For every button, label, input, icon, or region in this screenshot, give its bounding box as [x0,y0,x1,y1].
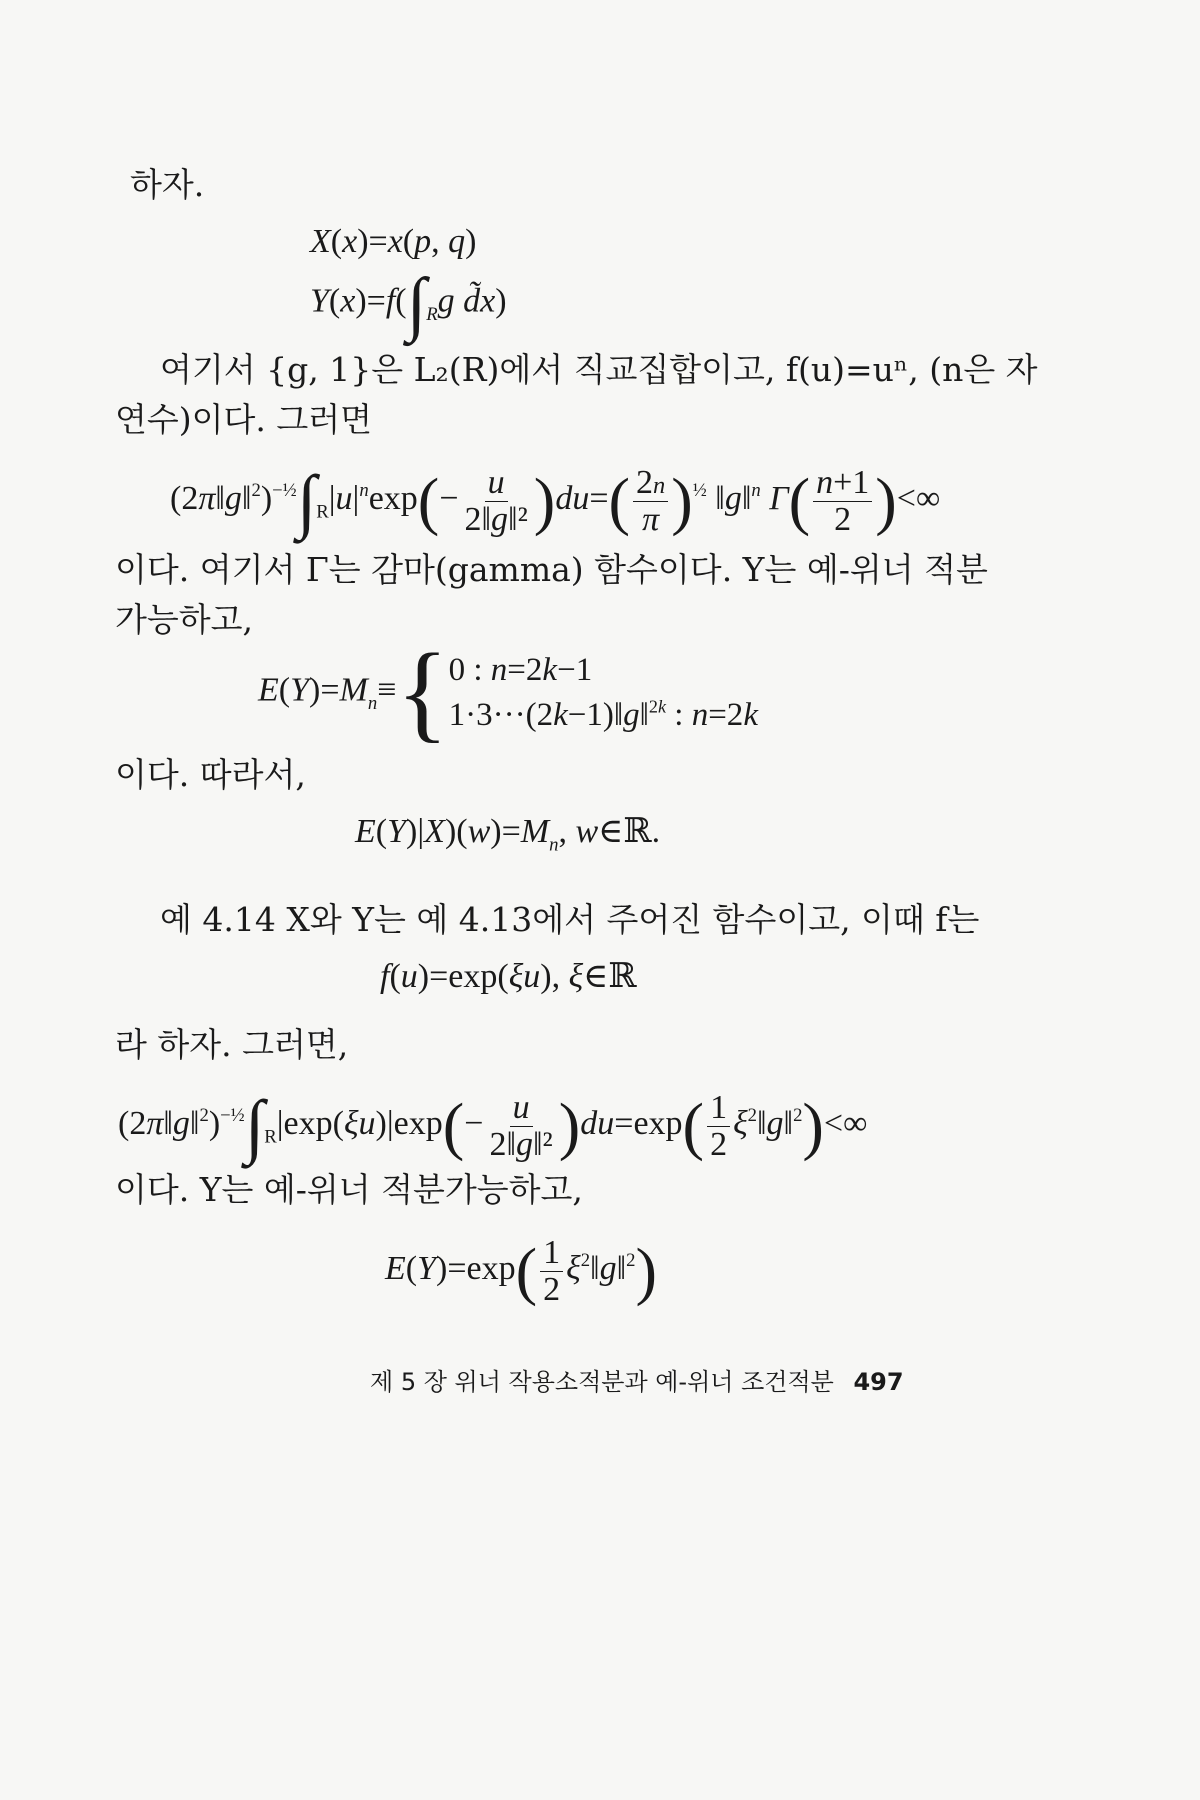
equation-2: $Y(x)=f(\int_Rg$ d̃x) [310,264,507,343]
text-line-1: 하자. [130,165,205,204]
equation-7: $(2\pi‖g‖^2)^{-\frac{1}{2}}\int_R|\exp(\xi u)|\exp(-$ $\frac{u}{\text{2‖g‖²}}$ )du=exp( $\frac{1}{2}$ $\xi^2‖g‖^2)<\infty$ [118,1086,868,1166]
text-line-3b: 가능하고, [115,600,254,639]
equation-3: $(2\pi‖g‖^2)^{-\frac{1}{2}}\int_R|u|^n\exp(-$ $\frac{u}{\text{2‖g‖²}}$ )du=( $\frac{2n}{\pi}$ )$^{\frac{1}{2}}$ ‖g‖$^n$ Γ( $\frac{n+1}{2}$ )<∞ [170,461,941,541]
text-line-7: 이다. Y는 예-위너 적분가능하고, [115,1170,583,1209]
text-line-2b: 연수)이다. 그러면 [115,400,372,439]
equation-1: X(x)=x(p, q) [310,223,477,260]
example-4-14-line: 예 4.14 X와 Y는 예 4.13에서 주어진 함수이고, 이때 f는 [160,900,980,939]
footer-chapter-title: 제 5 장 위너 작용소적분과 예-위너 조건적분 [370,1368,834,1396]
equation-6: f(u)=exp(ξu), ξ∈ℝ [380,958,637,995]
text-line-6: 라 하자. 그러면, [115,1025,349,1064]
text-line-3a: 이다. 여기서 Γ는 감마(gamma) 함수이다. Y는 예-위너 적분 [115,550,988,589]
text-line-2a: 여기서 {g, 1}은 L₂(R)에서 직교집합이고, f(u)=uⁿ, (n은 자 [160,350,1038,389]
running-footer [370,1362,904,1397]
equation-5: $E(Y)|X)(w)=M_n$, w∈ℝ. [355,813,661,856]
page-number: 497 [853,1368,904,1396]
equation-4: $E(Y)=M_n\equiv${ 0 : n=2k−1 1·3···(2k−1)‖g‖$^{2k}$ : n=2k [258,631,758,753]
text-line-4: 이다. 따라서, [115,755,306,794]
equation-8: E(Y)=exp( $\frac{1}{2}$ $\xi^2‖g‖^2$) [385,1234,657,1308]
